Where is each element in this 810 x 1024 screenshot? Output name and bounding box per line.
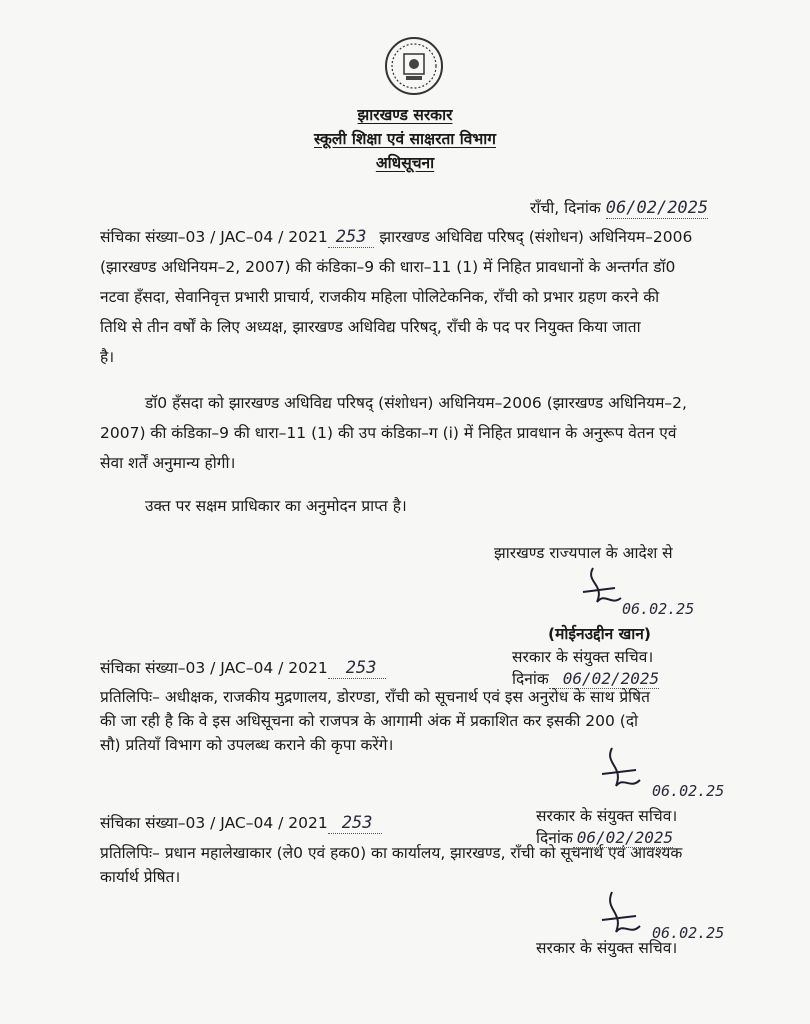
file-ref-number: 253 bbox=[328, 227, 375, 248]
handwritten-date: 06/02/2025 bbox=[605, 198, 709, 218]
signature-3-date: 06.02.25 bbox=[652, 924, 725, 942]
paragraph-1: संचिका संख्या–03 / JAC–04 / 2021 253 झारखण्ड अधिविद्य परिषद् (संशोधन) अधिनियम–2006 (झारखण्ड अधिनियम–2, 2007) की कंडिका–9 की धारा–11 (1) में निहित प्रावधानों के अन्तर्गत डॉ0 नटवा हँसदा, सेवानिवृत्त प्रभारी प्राचार्य, राजकीय महिला पोलिटेकनिक, राँची को प्रभार ग्रहण करने की तिथि से तीन वर्षों के लिए अध्यक्ष, झारखण्ड अधिविद्य परिषद्, राँची के पद पर नियुक्त किया जाता है। bbox=[100, 227, 693, 366]
copy-1-date: दिनांक 06/02/2025 bbox=[536, 828, 674, 847]
copy-2-text: प्रतिलिपिः– प्रधान महालेखाकार (ले0 एवं हक0) का कार्यालय, झारखण्ड, राँची को सूचनार्थ एवं आवश्यक कार्यार्थ प्रेषित। bbox=[100, 844, 683, 886]
copy-1-text: प्रतिलिपिः– अधीक्षक, राजकीय मुद्रणालय, डोरण्डा, राँची को सूचनार्थ एवं इस अनुरोध के साथ प्रेषित की जा रही है कि वे इस अधिसूचना को राजपत्र के आगामी अंक में प्रकाशित कर इसकी 200 (दो सौ) प्रतियाँ विभाग को उपलब्ध कराने की कृपा करेंगे। bbox=[100, 688, 650, 754]
government-emblem-icon bbox=[384, 36, 444, 96]
copy-1-designation: सरकार के संयुक्त सचिव। bbox=[536, 807, 678, 825]
copy-2-designation: सरकार के संयुक्त सचिव। bbox=[536, 939, 678, 957]
notification-heading: अधिसूचना bbox=[375, 154, 435, 172]
file-ref-label: संचिका संख्या–03 / JAC–04 / 2021 bbox=[100, 228, 328, 246]
place-date: राँची, दिनांक 06/02/2025 bbox=[530, 198, 709, 218]
signature-2 bbox=[596, 742, 652, 798]
paragraph-3: उक्त पर सक्षम प्राधिकार का अनुमोदन प्राप्त है। bbox=[145, 497, 407, 515]
copy-2-file-ref: संचिका संख्या–03 / JAC–04 / 2021 253 bbox=[100, 811, 382, 833]
signature-1-date: 06.02.25 bbox=[622, 600, 695, 618]
signatory-designation: सरकार के संयुक्त सचिव। bbox=[512, 648, 654, 666]
department-heading: स्कूली शिक्षा एवं साक्षरता विभाग bbox=[314, 130, 496, 148]
copy-1-file-ref: संचिका संख्या–03 / JAC–04 / 2021 253 bbox=[100, 656, 386, 678]
signature-2-date: 06.02.25 bbox=[652, 782, 725, 800]
paragraph-2: डॉ0 हँसदा को झारखण्ड अधिविद्य परिषद् (संशोधन) अधिनियम–2006 (झारखण्ड अधिनियम–2, 2007) की कंडिका–9 की धारा–11 (1) की उप कंडिका–ग (i) में निहित प्रावधान के अनुरूप वेतन एवं सेवा शर्तें अनुमान्य होगी। bbox=[100, 394, 687, 472]
order-line: झारखण्ड राज्यपाल के आदेश से bbox=[494, 544, 673, 562]
govt-heading: झारखण्ड सरकार bbox=[357, 106, 453, 124]
signatory-date: दिनांक 06/02/2025 bbox=[512, 669, 660, 688]
signatory-name: (मोईनउद्दीन खान) bbox=[548, 625, 651, 643]
